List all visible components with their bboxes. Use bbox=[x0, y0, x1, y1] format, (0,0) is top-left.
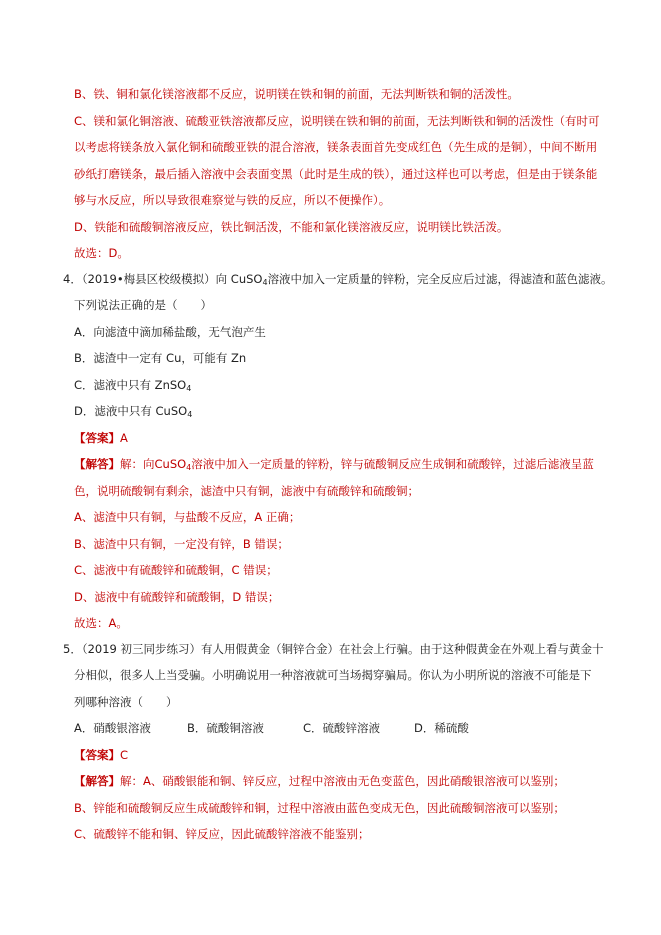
question-5-number: 5． bbox=[63, 642, 82, 656]
question-4-stem-part1: 向 CuSO bbox=[215, 272, 263, 286]
question-5-explain-b: B、锌能和硫酸铜反应生成硫酸锌和铜，过程中溶液由蓝色变成无色，因此硫酸铜溶液可以鉴别； bbox=[74, 801, 565, 815]
question-4-choice: 故选：A。 bbox=[74, 616, 128, 630]
question-5-option-a: A．硝酸银溶液 bbox=[74, 721, 151, 735]
question-5-explain-c: C、硫酸锌不能和铜、锌反应，因此硫酸锌溶液不能鉴别； bbox=[74, 827, 370, 841]
question-4-source: （2019•梅县区校级模拟） bbox=[81, 272, 216, 286]
question-4-analysis-line1 bbox=[74, 456, 594, 472]
question-4-explain-a: A、滤渣中只有铜，与盐酸不反应，A 正确； bbox=[74, 510, 301, 524]
question-4-option-c bbox=[74, 377, 191, 393]
question-4-analysis-part1: 解：向 bbox=[120, 457, 155, 471]
question-4-option-d bbox=[74, 403, 192, 419]
question-5-option-d: D．稀硫酸 bbox=[414, 721, 469, 735]
question-4-stem bbox=[63, 271, 613, 287]
question-5-answer bbox=[74, 747, 128, 763]
question-4-stem-sub: 4 bbox=[262, 278, 268, 287]
question-5-stem-text: 有人用假黄金（铜锌合金）在社会上行骗。由于这种假黄金在外观上看与黄金十 bbox=[201, 642, 604, 656]
question-4-stem-part2: 溶液中加入一定质量的锌粉，完全反应后过滤，得滤渣和蓝色滤液。 bbox=[267, 272, 613, 286]
question-4-answer-value: A bbox=[120, 431, 128, 445]
question-5-explain-a: 解：A、硝酸银能和铜、锌反应，过程中溶液由无色变蓝色，因此硝酸银溶液可以鉴别； bbox=[120, 774, 565, 788]
question-4-analysis-label: 【解答】 bbox=[74, 457, 120, 471]
question-4-explain-d: D、滤液中有硫酸锌和硫酸铜，D 错误； bbox=[74, 590, 280, 604]
question-5-stem-line1 bbox=[63, 641, 604, 657]
option-c-explanation-line3: 砂纸打磨镁条，最后插入溶液中会表面变黑（此时是生成的铁），通过这样也可以考虑，但是由于镁条能 bbox=[74, 167, 598, 181]
question-4-option-d-sub: 4 bbox=[187, 410, 193, 419]
question-5-options bbox=[74, 720, 469, 736]
question-4-analysis-line2: 色，说明硫酸铜有剩余，滤渣中只有铜，滤液中有硫酸锌和硫酸铜； bbox=[74, 484, 419, 498]
question-5-analysis-label: 【解答】 bbox=[74, 774, 120, 788]
question-4-analysis-part3: 溶液中加入一定质量的锌粉，锌与硫酸铜反应生成铜和硫酸锌，过滤后滤液呈蓝 bbox=[191, 457, 594, 471]
question-4-prompt: 下列说法正确的是（ ） bbox=[74, 298, 212, 312]
question-5-option-b: B．硫酸铜溶液 bbox=[187, 721, 264, 735]
question-4-option-a: A．向滤渣中滴加稀盐酸，无气泡产生 bbox=[74, 325, 266, 339]
question-4-option-b: B．滤渣中一定有 Cu，可能有 Zn bbox=[74, 351, 247, 365]
question-5-stem-line2: 分相似，很多人上当受骗。小明确说用一种溶液就可当场揭穿骗局。你认为小明所说的溶液不可能是下 bbox=[74, 668, 592, 682]
question-4-option-c-sub: 4 bbox=[186, 384, 192, 393]
question-5-source: （2019 初三同步练习） bbox=[81, 642, 201, 656]
question-5-stem-line3: 列哪种溶液（ ） bbox=[74, 695, 178, 709]
question-4-answer bbox=[74, 430, 128, 446]
question-5-option-c: C．硫酸锌溶液 bbox=[303, 721, 381, 735]
question-5-analysis-a bbox=[74, 773, 565, 789]
question-4-number: 4． bbox=[63, 272, 82, 286]
question-4-analysis-sub: 4 bbox=[186, 463, 192, 472]
option-b-explanation: B、铁、铜和氯化镁溶液都不反应，说明镁在铁和铜的前面，无法判断铁和铜的活泼性。 bbox=[74, 87, 519, 101]
option-d-explanation: D、铁能和硫酸铜溶液反应，铁比铜活泼，不能和氯化镁溶液反应，说明镁比铁活泼。 bbox=[74, 220, 509, 234]
question-4-explain-b: B、滤渣中只有铜，一定没有锌，B 错误； bbox=[74, 537, 289, 551]
question-5-answer-label: 【答案】 bbox=[74, 748, 120, 762]
question-4-option-d-text: D．滤液中只有 CuSO bbox=[74, 404, 188, 418]
question-4-option-c-text: C．滤液中只有 ZnSO bbox=[74, 378, 187, 392]
option-c-explanation-line4: 够与水反应，所以导致很难察觉与铁的反应，所以不便操作）。 bbox=[74, 193, 391, 207]
question-4-explain-c: C、滤液中有硫酸锌和硫酸铜，C 错误； bbox=[74, 563, 278, 577]
question-4-analysis-part2: CuSO bbox=[154, 457, 187, 471]
question-5-answer-value: C bbox=[120, 748, 129, 762]
previous-choice: 故选：D。 bbox=[74, 246, 129, 260]
option-c-explanation-line2: 以考虑将镁条放入氯化铜和硫酸亚铁的混合溶液，镁条表面首先变成红色（先生成的是铜），中间不断用 bbox=[74, 140, 598, 154]
option-c-explanation-line1: C、镁和氯化铜溶液、硫酸亚铁溶液都反应，说明镁在铁和铜的前面，无法判断铁和铜的活泼性（有时可 bbox=[74, 114, 600, 128]
question-4-answer-label: 【答案】 bbox=[74, 431, 120, 445]
